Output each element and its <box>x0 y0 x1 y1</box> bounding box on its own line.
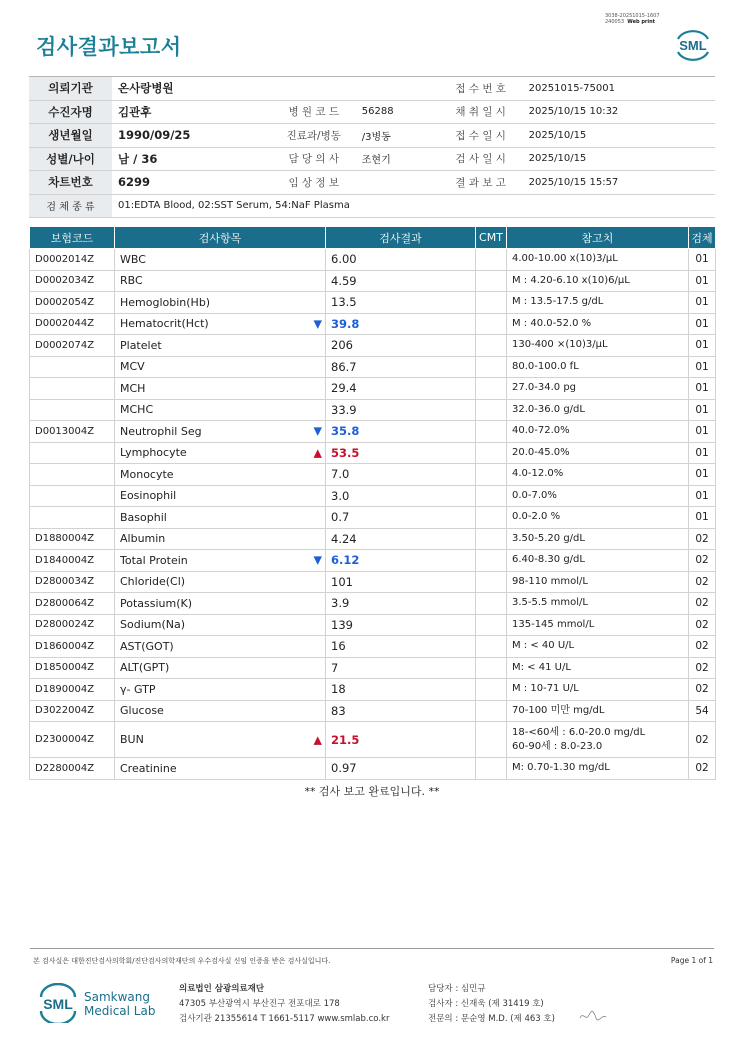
insurance-code: D0002044Z <box>30 313 115 335</box>
reference-line: M : 13.5-17.5 g/dL <box>512 296 604 308</box>
test-name-text: MCV <box>120 360 145 374</box>
insurance-code <box>30 356 115 378</box>
logo-text: SML <box>679 38 707 53</box>
test-name <box>115 485 326 507</box>
info-value: 2025/10/15 10:32 <box>523 100 715 124</box>
insurance-code <box>30 442 115 464</box>
comment-cell <box>476 507 507 529</box>
info-value: 2025/10/15 15:57 <box>523 171 715 195</box>
reference-range <box>507 758 689 780</box>
test-name-text: Creatinine <box>120 761 177 775</box>
info-value <box>356 171 439 195</box>
reference-range <box>507 356 689 378</box>
info-value: 김관후 <box>112 100 272 124</box>
test-result: 101 <box>326 571 476 593</box>
test-name-text: Monocyte <box>120 467 174 481</box>
column-header: CMT <box>476 227 507 249</box>
insurance-code: D0013004Z <box>30 421 115 443</box>
comment-cell <box>476 464 507 486</box>
reference-range <box>507 313 689 335</box>
reference-range <box>507 593 689 615</box>
test-name-text: Basophil <box>120 510 167 524</box>
reference-range <box>507 700 689 722</box>
insurance-code: D2800024Z <box>30 614 115 636</box>
report-id-code <box>605 13 660 25</box>
test-name-text: Platelet <box>120 338 162 352</box>
insurance-code <box>30 485 115 507</box>
reference-line: 4.0-12.0% <box>512 468 564 480</box>
info-label: 진료과/병동 <box>272 124 356 148</box>
test-result: 7 <box>326 657 476 679</box>
report-id-line1: 3038-20251015-1607 <box>605 13 660 19</box>
info-label: 의뢰기관 <box>29 77 112 101</box>
table-row <box>30 378 716 400</box>
reference-line: M : 40.0-52.0 % <box>512 317 592 329</box>
info-label: 생년월일 <box>29 124 112 148</box>
info-label: 수진자명 <box>29 100 112 124</box>
info-value: 2025/10/15 <box>523 124 715 148</box>
organization-info <box>179 982 389 1027</box>
footer-logo-text: SML <box>43 996 73 1012</box>
comment-cell <box>476 700 507 722</box>
table-row <box>30 485 716 507</box>
comment-cell <box>476 550 507 572</box>
comment-cell <box>476 485 507 507</box>
test-name-text: Glucose <box>120 704 164 718</box>
table-row <box>30 636 716 658</box>
test-name-text: Lymphocyte <box>120 446 187 460</box>
info-label: 접 수 번 호 <box>439 77 523 101</box>
test-name-text: Hematocrit(Hct) <box>120 317 209 331</box>
table-row <box>30 421 716 443</box>
report-id-number: 240053 <box>605 19 625 25</box>
test-result: 7.0 <box>326 464 476 486</box>
reference-line: 60-90세 : 8.0-23.0 <box>512 740 603 752</box>
table-row <box>30 550 716 572</box>
table-row <box>30 335 716 357</box>
table-row <box>30 356 716 378</box>
reference-range <box>507 378 689 400</box>
info-label: 병 원 코 드 <box>272 100 356 124</box>
info-row <box>29 77 715 101</box>
test-name-text: Sodium(Na) <box>120 618 185 632</box>
reference-range <box>507 507 689 529</box>
specimen-code: 01 <box>689 313 716 335</box>
insurance-code: D2800034Z <box>30 571 115 593</box>
test-result: 4.59 <box>326 270 476 292</box>
report-id-line2 <box>605 19 660 25</box>
reference-range <box>507 571 689 593</box>
insurance-code <box>30 507 115 529</box>
insurance-code <box>30 378 115 400</box>
test-name <box>115 313 326 335</box>
reference-line: M: < 41 U/L <box>512 661 571 673</box>
comment-cell <box>476 758 507 780</box>
table-row <box>30 679 716 701</box>
report-complete-note: ** 검사 보고 완료입니다. ** <box>304 785 440 798</box>
reference-range <box>507 270 689 292</box>
comment-cell <box>476 442 507 464</box>
test-name-text: Eosinophil <box>120 489 177 503</box>
test-name-text: Total Protein <box>120 553 188 567</box>
reference-range <box>507 464 689 486</box>
reference-line: M : < 40 U/L <box>512 640 575 652</box>
table-row <box>30 528 716 550</box>
insurance-code <box>30 464 115 486</box>
specimen-code: 54 <box>689 700 716 722</box>
reference-range <box>507 722 689 758</box>
test-name <box>115 657 326 679</box>
insurance-code: D0002054Z <box>30 292 115 314</box>
specimen-code: 01 <box>689 270 716 292</box>
specimen-code: 02 <box>689 614 716 636</box>
org-contact: 검사기관 21355614 T 1661-5117 www.smlab.co.kr <box>179 1014 390 1024</box>
specimen-code: 02 <box>689 722 716 758</box>
test-name <box>115 356 326 378</box>
reference-line: 3.50-5.20 g/dL <box>512 532 585 544</box>
specimen-code: 01 <box>689 507 716 529</box>
comment-cell <box>476 399 507 421</box>
specimen-value: 01:EDTA Blood, 02:SST Serum, 54:NaF Plasma <box>112 194 715 218</box>
comment-cell <box>476 335 507 357</box>
test-result: 3.9 <box>326 593 476 615</box>
test-name-text: WBC <box>120 252 146 266</box>
results-table <box>29 226 716 780</box>
comment-cell <box>476 249 507 271</box>
certification-note: 본 검사실은 대한진단검사의학회/진단검사의학재단의 우수검사실 신임 인증을 받은 검사실입니다. <box>33 957 331 965</box>
test-name-text: MCHC <box>120 403 154 417</box>
staff-info <box>428 982 555 1027</box>
test-name-text: BUN <box>120 733 144 746</box>
reference-range <box>507 679 689 701</box>
test-name-text: Neutrophil Seg <box>120 424 202 438</box>
info-row <box>29 124 715 148</box>
info-label: 차트번호 <box>29 171 112 195</box>
comment-cell <box>476 292 507 314</box>
table-row <box>30 657 716 679</box>
test-result: 16 <box>326 636 476 658</box>
test-name <box>115 421 326 443</box>
test-name <box>115 593 326 615</box>
test-name <box>115 292 326 314</box>
test-result: 86.7 <box>326 356 476 378</box>
specimen-code: 01 <box>689 378 716 400</box>
test-result: 13.5 <box>326 292 476 314</box>
insurance-code: D1860004Z <box>30 636 115 658</box>
table-row <box>30 313 716 335</box>
reference-line: 40.0-72.0% <box>512 425 570 437</box>
test-name-text: Chloride(Cl) <box>120 575 186 589</box>
specimen-code: 01 <box>689 421 716 443</box>
test-name <box>115 700 326 722</box>
test-result: 0.7 <box>326 507 476 529</box>
insurance-code: D1840004Z <box>30 550 115 572</box>
table-row <box>30 464 716 486</box>
test-name-text: Potassium(K) <box>120 596 193 610</box>
reference-line: 6.40-8.30 g/dL <box>512 554 585 566</box>
specimen-code: 02 <box>689 657 716 679</box>
insurance-code: D0002014Z <box>30 249 115 271</box>
info-value: 1990/09/25 <box>112 124 272 148</box>
info-label: 접 수 일 시 <box>439 124 523 148</box>
staff-manager: 담당자 : 심민규 <box>428 984 486 994</box>
low-flag-icon: ▼ <box>313 424 322 438</box>
test-result: 206 <box>326 335 476 357</box>
table-row <box>30 292 716 314</box>
high-flag-icon: ▲ <box>313 733 322 746</box>
comment-cell <box>476 657 507 679</box>
comment-cell <box>476 571 507 593</box>
low-flag-icon: ▼ <box>313 553 322 567</box>
reference-range <box>507 399 689 421</box>
specimen-code: 01 <box>689 292 716 314</box>
column-header: 검체 <box>689 227 716 249</box>
reference-range <box>507 550 689 572</box>
reference-range <box>507 657 689 679</box>
reference-range <box>507 485 689 507</box>
test-result: 4.24 <box>326 528 476 550</box>
table-row <box>30 270 716 292</box>
specimen-code: 01 <box>689 335 716 357</box>
comment-cell <box>476 593 507 615</box>
comment-cell <box>476 679 507 701</box>
info-label: 채 취 일 시 <box>439 100 523 124</box>
reference-range <box>507 442 689 464</box>
test-result: 0.97 <box>326 758 476 780</box>
reference-line: 18-<60세 : 6.0-20.0 mg/dL <box>512 726 646 738</box>
table-row <box>30 758 716 780</box>
test-result: 18 <box>326 679 476 701</box>
comment-cell <box>476 614 507 636</box>
column-header: 검사항목 <box>115 227 326 249</box>
reference-range <box>507 528 689 550</box>
reference-line: M : 4.20-6.10 x(10)6/μL <box>512 274 630 286</box>
test-name <box>115 270 326 292</box>
test-result: 3.0 <box>326 485 476 507</box>
test-name <box>115 636 326 658</box>
reference-line: 3.5-5.5 mmol/L <box>512 597 588 609</box>
org-address: 47305 부산광역시 부산진구 전포대로 178 <box>179 999 340 1009</box>
reference-line: 0.0-7.0% <box>512 489 557 501</box>
info-value: 온사랑병원 <box>112 77 272 101</box>
specimen-code: 02 <box>689 636 716 658</box>
org-name: 의료법인 삼광의료재단 <box>179 984 265 994</box>
info-label: 임 상 정 보 <box>272 171 356 195</box>
reference-range <box>507 636 689 658</box>
comment-cell <box>476 528 507 550</box>
staff-tester: 검사자 : 신재욱 (제 31419 호) <box>428 999 544 1009</box>
low-flag-icon: ▼ <box>313 317 322 331</box>
reference-line: 70-100 미만 mg/dL <box>512 704 605 716</box>
test-name <box>115 378 326 400</box>
reference-line: 27.0-34.0 pg <box>512 382 577 394</box>
table-row <box>30 700 716 722</box>
table-row <box>30 614 716 636</box>
reference-range <box>507 421 689 443</box>
info-label: 성별/나이 <box>29 147 112 171</box>
comment-cell <box>476 270 507 292</box>
comment-cell <box>476 722 507 758</box>
staff-specialist: 전문의 : 문순영 M.D. (제 463 호) <box>428 1014 555 1024</box>
test-name <box>115 550 326 572</box>
insurance-code: D1850004Z <box>30 657 115 679</box>
comment-cell <box>476 313 507 335</box>
test-name <box>115 758 326 780</box>
brand-line2: Medical Lab <box>84 1004 156 1018</box>
test-name-text: γ- GTP <box>120 682 156 696</box>
comment-cell <box>476 356 507 378</box>
reference-line: 135-145 mmol/L <box>512 618 595 630</box>
insurance-code: D1880004Z <box>30 528 115 550</box>
insurance-code <box>30 399 115 421</box>
test-name <box>115 249 326 271</box>
specimen-code: 01 <box>689 356 716 378</box>
info-label <box>272 77 356 101</box>
page-title: 검사결과보고서 <box>36 35 182 59</box>
column-header: 보험코드 <box>30 227 115 249</box>
info-label: 검 사 일 시 <box>439 147 523 171</box>
specimen-code: 01 <box>689 485 716 507</box>
specimen-code: 02 <box>689 571 716 593</box>
table-row <box>30 399 716 421</box>
insurance-code: D2280004Z <box>30 758 115 780</box>
test-result: 6.00 <box>326 249 476 271</box>
info-row <box>29 100 715 124</box>
test-result: 29.4 <box>326 378 476 400</box>
test-name <box>115 571 326 593</box>
reference-line: 80.0-100.0 fL <box>512 360 579 372</box>
reference-range <box>507 335 689 357</box>
test-name-text: Hemoglobin(Hb) <box>120 295 211 309</box>
info-value: 2025/10/15 <box>523 147 715 171</box>
specimen-code: 02 <box>689 758 716 780</box>
insurance-code: D2300004Z <box>30 722 115 758</box>
insurance-code: D2800064Z <box>30 593 115 615</box>
reference-line: M : 10-71 U/L <box>512 683 579 695</box>
info-row <box>29 171 715 195</box>
specimen-code: 01 <box>689 249 716 271</box>
sml-logo-icon <box>672 26 714 62</box>
page-number: Page 1 of 1 <box>670 956 713 965</box>
insurance-code: D0002034Z <box>30 270 115 292</box>
test-name-text: RBC <box>120 274 143 288</box>
sml-footer-logo-icon <box>36 983 80 1023</box>
test-name <box>115 399 326 421</box>
table-row <box>30 571 716 593</box>
test-name <box>115 614 326 636</box>
info-row <box>29 147 715 171</box>
reference-line: 32.0-36.0 g/dL <box>512 403 585 415</box>
insurance-code: D3022004Z <box>30 700 115 722</box>
info-value: /3병동 <box>356 124 439 148</box>
reference-line: 4.00-10.00 x(10)3/μL <box>512 253 618 265</box>
reference-line: M: 0.70-1.30 mg/dL <box>512 762 610 774</box>
specimen-code: 02 <box>689 679 716 701</box>
table-row <box>30 442 716 464</box>
insurance-code: D1890004Z <box>30 679 115 701</box>
table-row <box>30 507 716 529</box>
comment-cell <box>476 378 507 400</box>
test-name-text: Albumin <box>120 532 166 546</box>
table-row <box>30 593 716 615</box>
reference-line: 20.0-45.0% <box>512 446 570 458</box>
signature-icon <box>578 1008 608 1024</box>
info-value: 20251015-75001 <box>523 77 715 101</box>
column-header: 참고치 <box>507 227 689 249</box>
test-result: 33.9 <box>326 399 476 421</box>
specimen-label: 검 체 종 류 <box>29 194 112 218</box>
info-value: 6299 <box>112 171 272 195</box>
test-name <box>115 507 326 529</box>
patient-info-table <box>29 76 715 218</box>
specimen-code: 01 <box>689 464 716 486</box>
test-name-text: MCH <box>120 381 146 395</box>
test-name-text: ALT(GPT) <box>120 661 170 675</box>
info-label: 결 과 보 고 <box>439 171 523 195</box>
test-name <box>115 679 326 701</box>
test-name <box>115 528 326 550</box>
web-print-label: Web print <box>627 19 656 25</box>
reference-line: 130-400 ×(10)3/μL <box>512 339 608 351</box>
info-value <box>356 77 439 101</box>
test-result: 139 <box>326 614 476 636</box>
test-result: 6.12 <box>326 550 476 572</box>
info-label: 담 당 의 사 <box>272 147 356 171</box>
test-name-text: AST(GOT) <box>120 639 174 653</box>
table-row <box>30 249 716 271</box>
specimen-code: 02 <box>689 528 716 550</box>
comment-cell <box>476 636 507 658</box>
specimen-code: 01 <box>689 399 716 421</box>
info-value: 남 / 36 <box>112 147 272 171</box>
reference-line: 0.0-2.0 % <box>512 511 561 523</box>
test-result: 53.5 <box>326 442 476 464</box>
test-name <box>115 442 326 464</box>
info-value: 조현기 <box>356 147 439 171</box>
specimen-code: 01 <box>689 442 716 464</box>
column-header: 검사결과 <box>326 227 476 249</box>
info-row-specimen <box>29 194 715 218</box>
insurance-code: D0002074Z <box>30 335 115 357</box>
test-result: 39.8 <box>326 313 476 335</box>
reference-range <box>507 249 689 271</box>
brand-line1: Samkwang <box>84 990 150 1004</box>
test-result: 35.8 <box>326 421 476 443</box>
reference-range <box>507 614 689 636</box>
footer-divider <box>30 948 714 949</box>
brand-name <box>84 990 155 1018</box>
specimen-code: 02 <box>689 593 716 615</box>
comment-cell <box>476 421 507 443</box>
table-row <box>30 722 716 758</box>
test-result: 21.5 <box>326 722 476 758</box>
test-result: 83 <box>326 700 476 722</box>
test-name <box>115 464 326 486</box>
reference-range <box>507 292 689 314</box>
specimen-code: 02 <box>689 550 716 572</box>
high-flag-icon: ▲ <box>313 446 322 460</box>
test-name <box>115 335 326 357</box>
info-value: 56288 <box>356 100 439 124</box>
reference-line: 98-110 mmol/L <box>512 575 588 587</box>
test-name <box>115 722 326 758</box>
